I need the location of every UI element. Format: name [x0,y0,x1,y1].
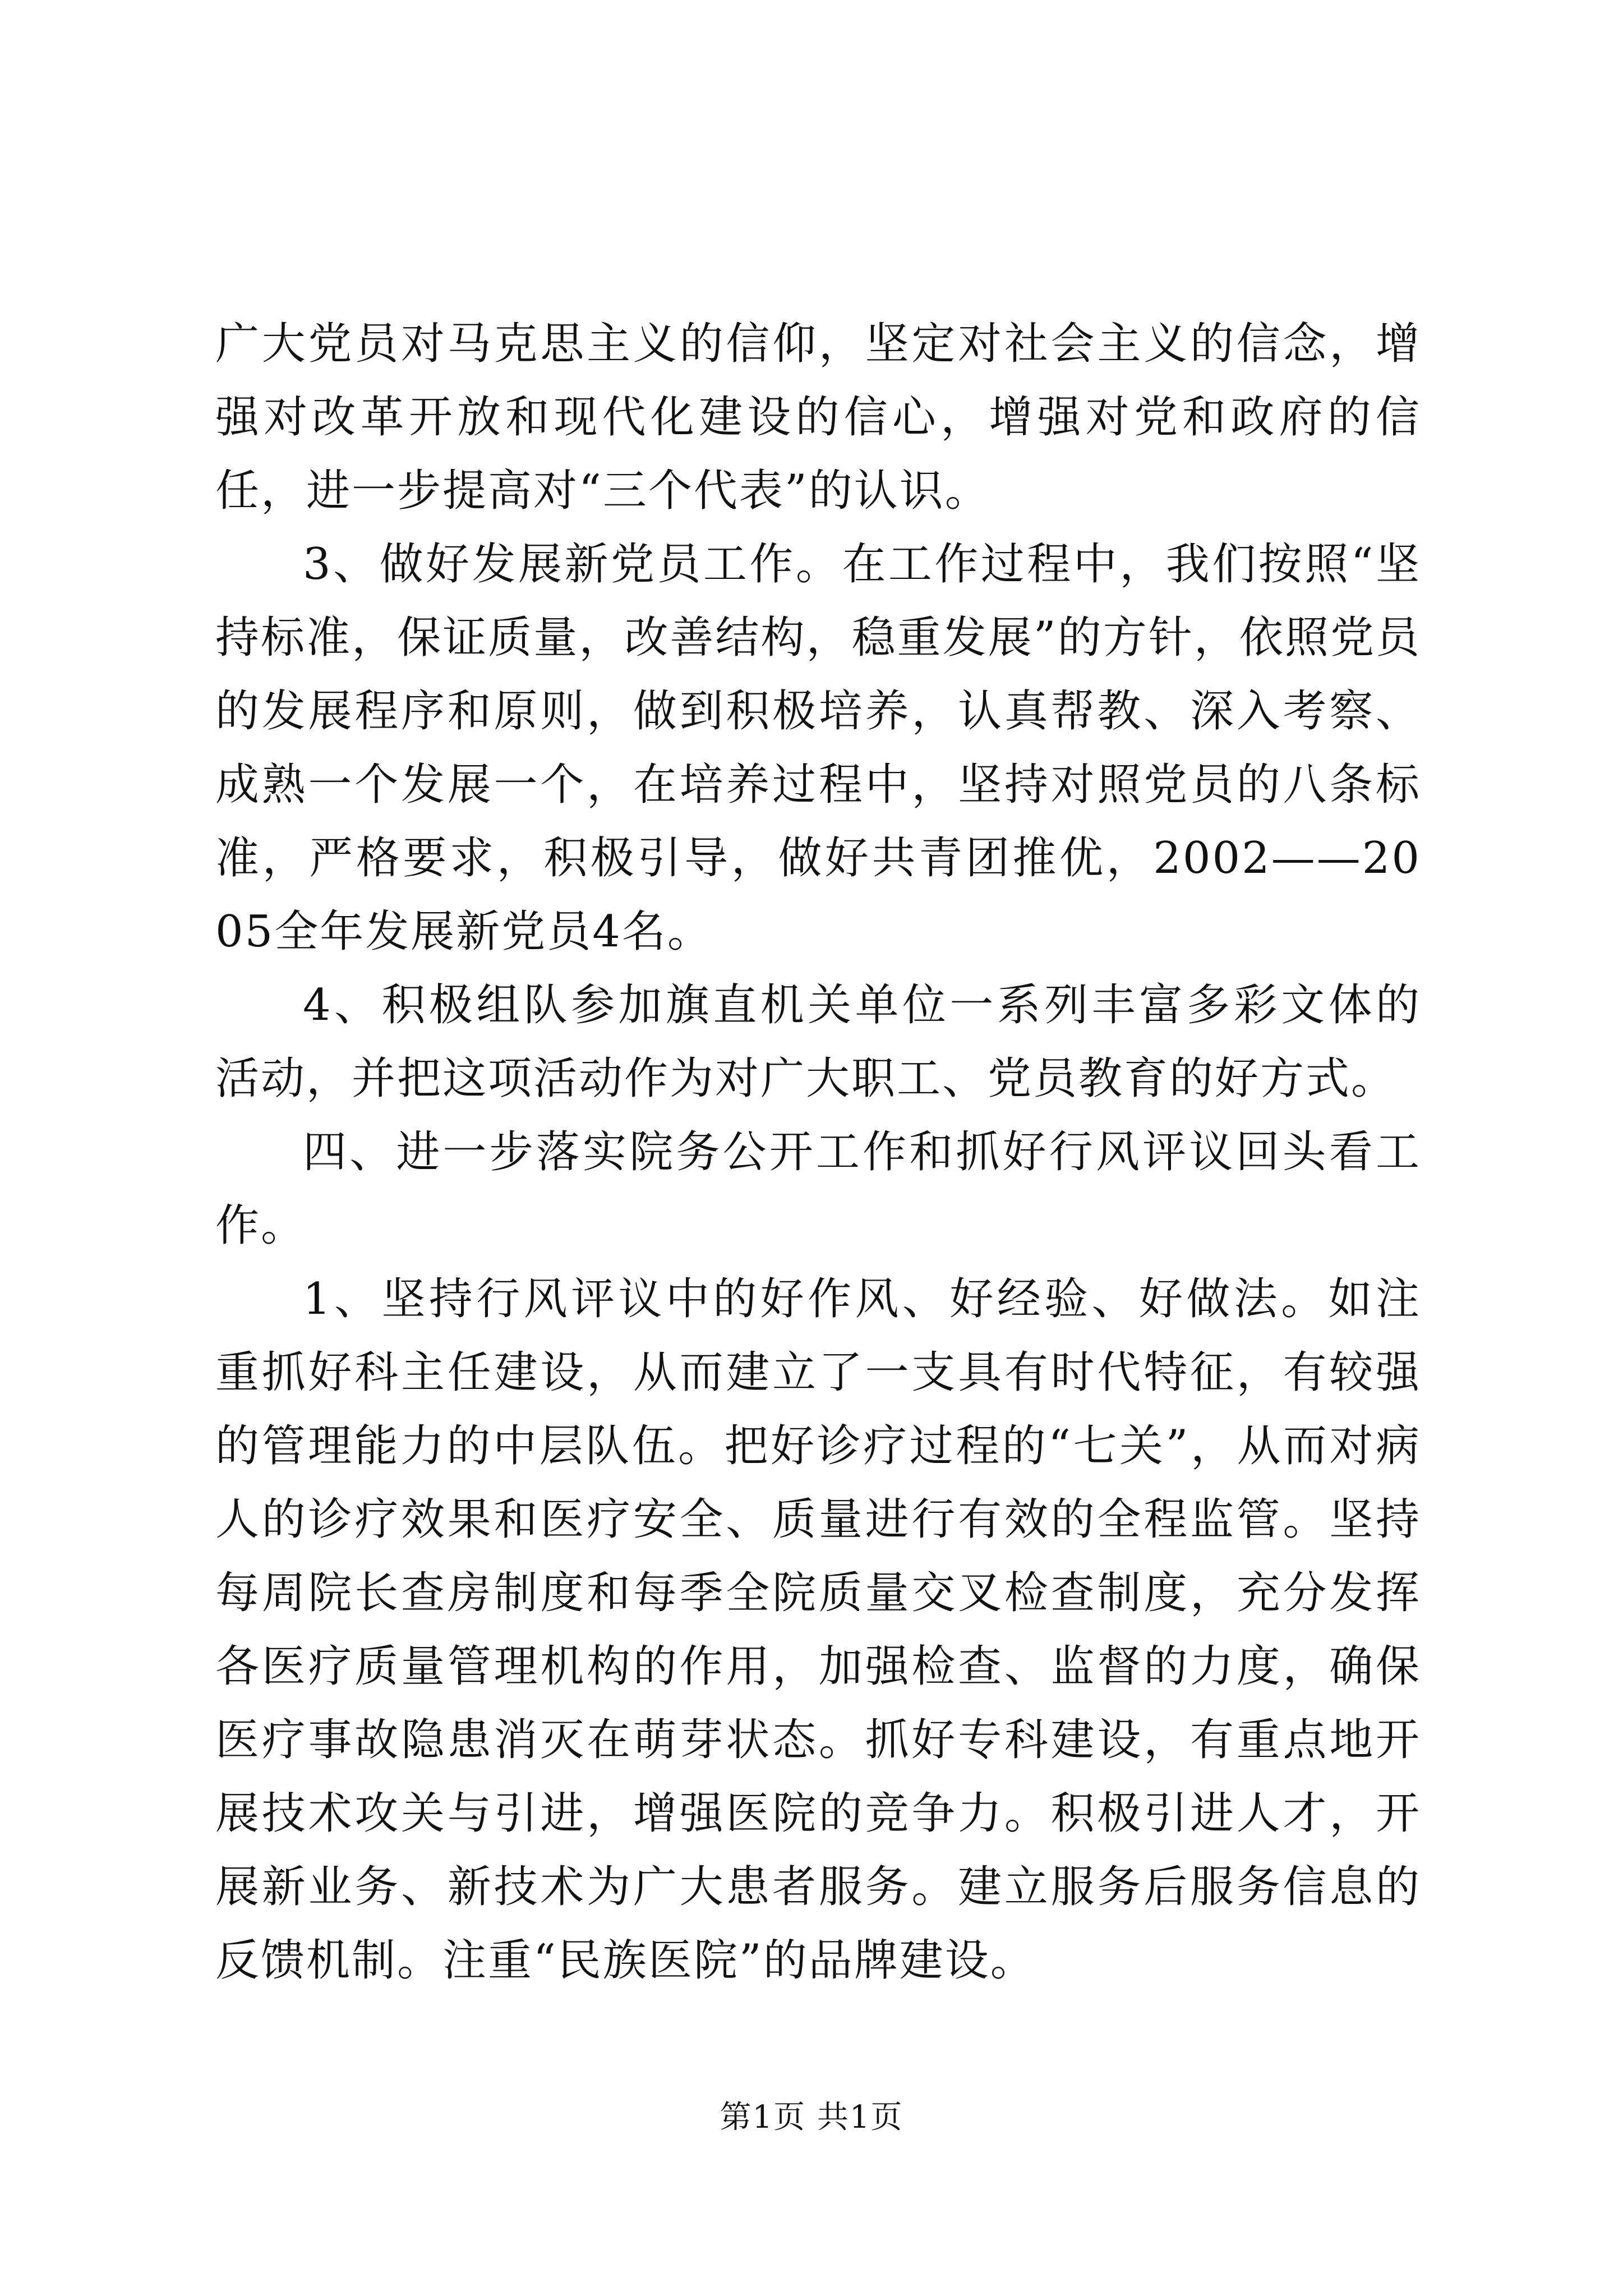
page-number-footer: 第1页 共1页 [720,2099,903,2136]
paragraph-4: 四、进一步落实院务公开工作和抓好行风评议回头看工作。 [215,1127,1421,1251]
paragraph-2: 3、做好发展新党员工作。在工作过程中，我们按照“坚持标准，保证质量，改善结构，稳重发展”的方针，依照党员的发展程序和原则，做到积极培养，认真帮教、深入考察、成熟一个发展一个，在培养过程中，坚持对照党员的八条标准，严格要求，积极引导，做好共青团推优，2002——2005全年发展新党员4名。 [215,539,1421,957]
document-body [215,307,1421,1998]
paragraph-5: 1、坚持行风评议中的好作风、好经验、好做法。如注重抓好科主任建设，从而建立了一支具有时代特征，有较强的管理能力的中层队伍。把好诊疗过程的“七关”，从而对病人的诊疗效果和医疗安全、质量进行有效的全程监管。坚持每周院长查房制度和每季全院质量交叉检查制度，充分发挥各医疗质量管理机构的作用，加强检查、监督的力度，确保医疗事故隐患消灭在萌芽状态。抓好专科建设，有重点地开展技术攻关与引进，增强医院的竞争力。积极引进人才，开展新业务、新技术为广大患者服务。建立服务后服务信息的反馈机制。注重“民族医院”的品牌建设。 [215,1274,1421,1986]
paragraph-1: 广大党员对马克思主义的信仰，坚定对社会主义的信念，增强对改革开放和现代化建设的信心，增强对党和政府的信任，进一步提高对“三个代表”的认识。 [215,319,1421,516]
paragraph-3: 4、积极组队参加旗直机关单位一系列丰富多彩文体的活动，并把这项活动作为对广大职工、党员教育的好方式。 [215,980,1421,1104]
